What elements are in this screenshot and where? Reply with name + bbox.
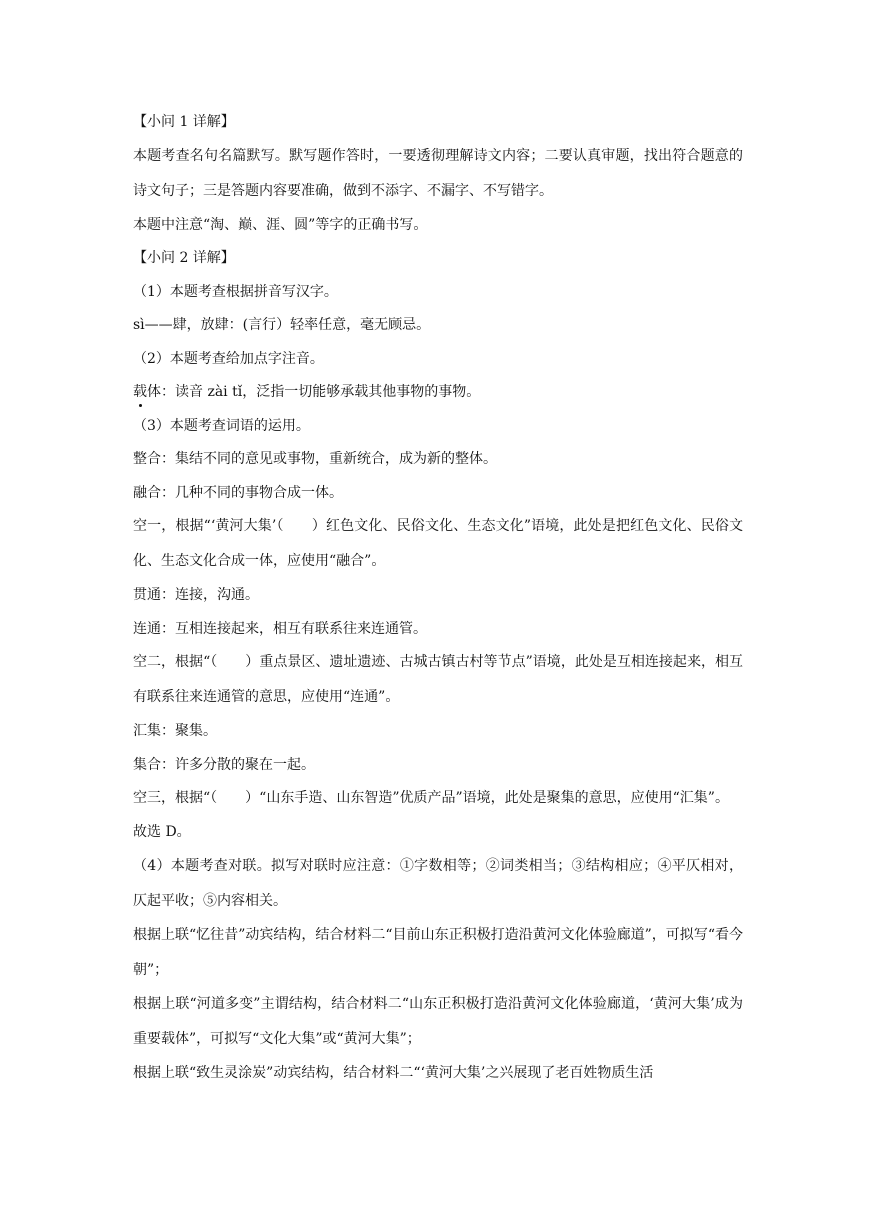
- paragraph: 根据上联“致生灵涂炭”动宾结构，结合材料二“‘黄河大集’之兴展现了老百姓物质生活: [133, 1064, 654, 1081]
- paragraph: sì——肆，放肆：(言行）轻率任意，毫无顾忌。: [133, 317, 431, 333]
- paragraph: 故选 D。: [133, 824, 191, 840]
- paragraph: 空二，根据“（ ）重点景区、遗址遗迹、古城古镇古村等节点”语境，此处是互相连接起来，相互有联系往来连通管的意思，应使用“连通”。: [133, 654, 743, 705]
- paragraph: 空三，根据“（ ）“山东手造、山东智造”优质产品”语境，此处是聚集的意思，应使用“汇集”。: [133, 790, 729, 806]
- paragraph: 连通：互相连接起来，相互有联系往来连通管。: [133, 620, 427, 637]
- paragraph: （4）本题考查对联。拟写对联时应注意：①字数相等；②词类相当；③结构相应；④平仄相对，仄起平收；⑤内容相关。: [133, 857, 743, 909]
- paragraph: 融合：几种不同的事物合成一体。: [133, 484, 343, 501]
- paragraph: （1）本题考查根据拼音写汉字。: [133, 283, 338, 300]
- paragraph-text: 体：读音 zài tǐ，泛指一切能够承载其他事物的事物。: [147, 384, 481, 400]
- paragraph: 贯通：连接，沟通。: [133, 587, 259, 603]
- document-page: [133, 112, 743, 1096]
- paragraph: 整合：集结不同的意见或事物，重新统合，成为新的整体。: [133, 451, 497, 467]
- paragraph: （2）本题考查给加点字注音。: [133, 350, 324, 367]
- paragraph-with-dotted-char: [133, 382, 743, 402]
- paragraph: 本题考查名句名篇默写。默写题作答时，一要透彻理解诗文内容；二要认真审题，找出符合题意的诗文句子；三是答题内容要准确，做到不添字、不漏字、不写错字。: [133, 147, 743, 199]
- paragraph: 汇集：聚集。: [133, 723, 217, 739]
- paragraph: 根据上联“忆往昔”动宾结构，结合材料二“目前山东正积极打造沿黄河文化体验廊道”，可拟写“看今朝”；: [133, 926, 743, 978]
- paragraph: 本题中注意“淘、巅、涯、圆”等字的正确书写。: [133, 216, 428, 233]
- paragraph: 集合：许多分散的聚在一起。: [133, 756, 315, 773]
- paragraph: （3）本题考查词语的运用。: [133, 417, 310, 434]
- section-heading-q1: 【小问 1 详解】: [133, 114, 235, 130]
- section-heading-q2: 【小问 2 详解】: [133, 250, 235, 266]
- paragraph: 空一，根据“‘黄河大集’（ ）红色文化、民俗文化、生态文化”语境，此处是把红色文化、民俗文化、生态文化合成一体，应使用“融合”。: [133, 518, 743, 569]
- paragraph: 根据上联“河道多变”主谓结构，结合材料二“山东正积极打造沿黄河文化体验廊道，‘黄河大集’成为重要载体”，可拟写“文化大集”或“黄河大集”；: [133, 995, 743, 1047]
- dotted-character: 载: [133, 384, 147, 400]
